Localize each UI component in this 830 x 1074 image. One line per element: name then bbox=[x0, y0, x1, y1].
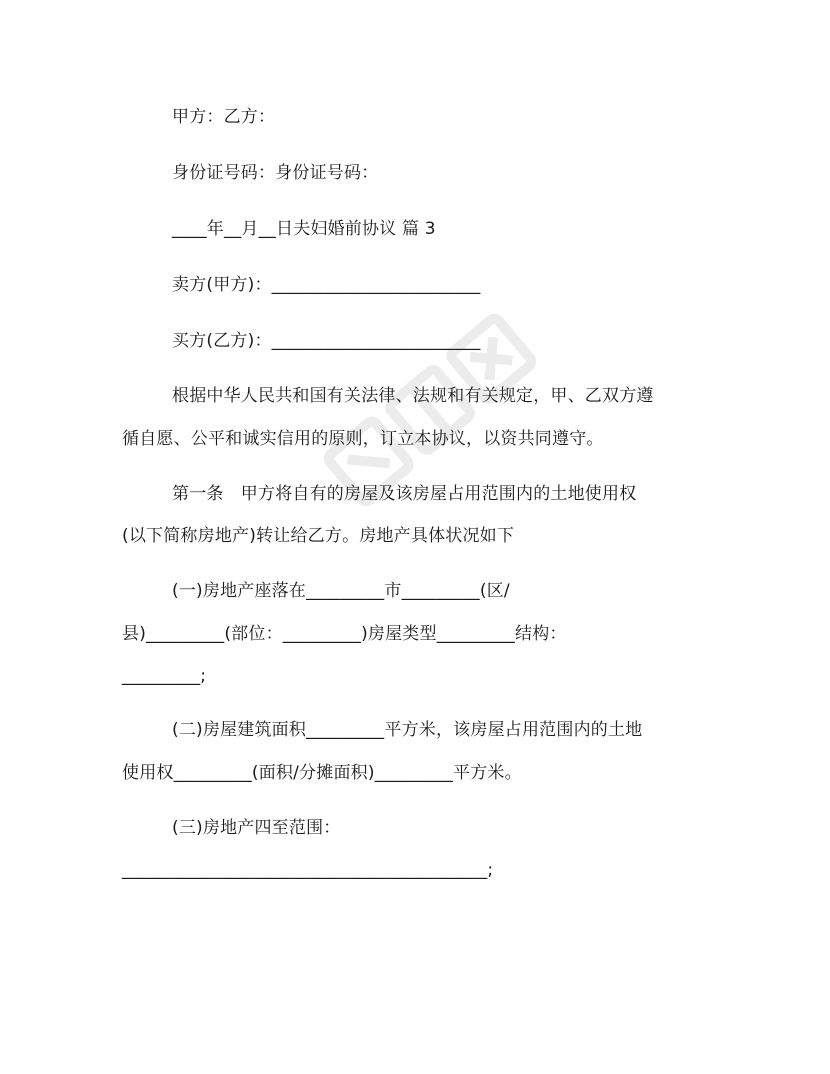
item-one-line-3: _________; bbox=[122, 666, 207, 686]
item-three-line-1: (三)房地产四至范围： bbox=[172, 818, 341, 838]
item-three-line-2: __________________________________________; bbox=[122, 860, 494, 880]
seller-line: 卖方(甲方)：________________________ bbox=[172, 275, 481, 295]
item-one-line-1: (一)房地产座落在_________市_________(区/ bbox=[172, 581, 510, 601]
intro-line-2: 循自愿、公平和诚实信用的原则，订立本协议，以资共同遵守。 bbox=[122, 429, 604, 449]
buyer-line: 买方(乙方)：________________________ bbox=[172, 331, 481, 351]
date-title-line: ____年__月__日夫妇婚前协议 篇 3 bbox=[172, 219, 436, 239]
item-two-line-2: 使用权_________(面积/分摊面积)_________平方米。 bbox=[122, 763, 522, 783]
item-two-line-1: (二)房屋建筑面积_________平方米，该房屋占用范围内的土地 bbox=[172, 720, 643, 740]
party-line: 甲方：乙方： bbox=[172, 107, 276, 127]
id-number-line: 身份证号码：身份证号码： bbox=[172, 163, 379, 183]
item-one-line-2: 县)_________(部位：_________)房屋类型_________结构： bbox=[122, 624, 567, 644]
article-one-line-2: (以下简称房地产)转让给乙方。房地产具体状况如下 bbox=[122, 526, 515, 546]
article-one-line-1: 第一条 甲方将自有的房屋及该房屋占用范围内的土地使用权 bbox=[172, 484, 637, 504]
intro-line-1: 根据中华人民共和国有关法律、法规和有关规定，甲、乙双方遵 bbox=[172, 386, 654, 406]
